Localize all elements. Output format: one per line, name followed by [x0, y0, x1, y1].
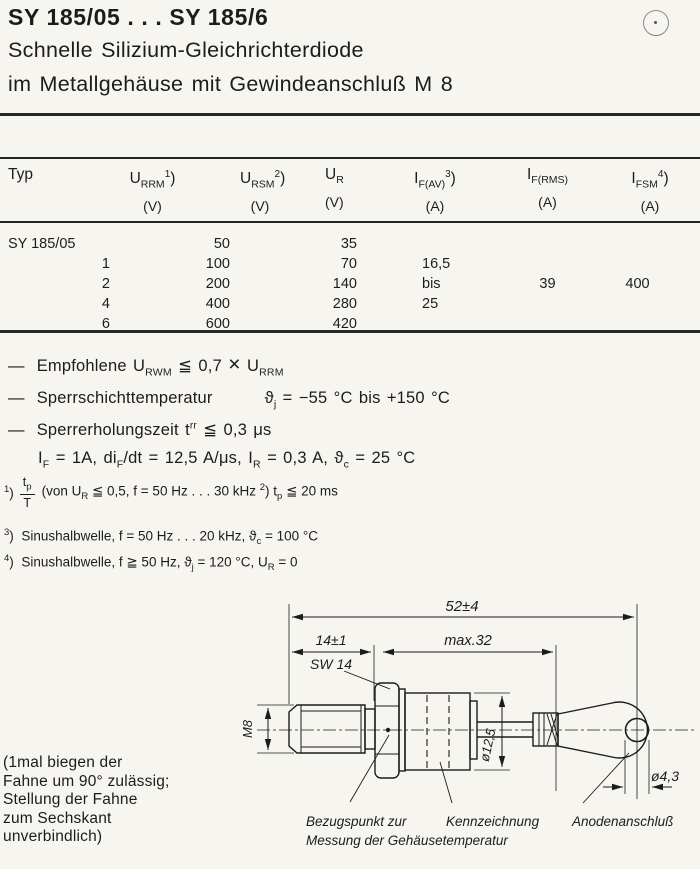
- typ-cell: 2: [101, 276, 110, 292]
- txt: = 0,3 A, ϑ: [260, 449, 344, 467]
- txt: /dt = 12,5 A/μs, I: [123, 449, 253, 467]
- subscript: RRM: [140, 178, 165, 191]
- txt: = 120 °C, U: [193, 554, 268, 570]
- footnote-ref: 2: [259, 482, 266, 494]
- txt: ≦ 20 ms: [282, 483, 338, 499]
- txt: [495, 165, 600, 190]
- reference-point-dot: [386, 728, 390, 732]
- subscript: j: [191, 562, 194, 574]
- txt: I: [631, 170, 636, 188]
- col-ur: [325, 165, 375, 216]
- typ-cell: SY 185/05: [8, 236, 76, 252]
- unit: (A): [538, 194, 557, 211]
- footnote-ref: 4: [657, 169, 664, 180]
- col-urrm: [115, 165, 240, 216]
- txt: Empfohlene U: [36, 357, 146, 375]
- subscript: RWM: [145, 366, 172, 379]
- txt: [600, 165, 700, 194]
- registration-circle-icon: [643, 10, 669, 36]
- unit: (V): [143, 198, 162, 215]
- txt: ): [450, 170, 456, 188]
- txt: = 100 °C: [261, 528, 318, 544]
- dash: —: [8, 357, 25, 375]
- ifsm-cell: 400: [625, 276, 650, 292]
- txt: Sperrschichttemperatur: [36, 389, 213, 407]
- ifrms-cell: 39: [539, 276, 556, 292]
- divider: [0, 113, 700, 116]
- col-typ: [0, 165, 115, 216]
- urrm-cell: 50: [213, 236, 230, 252]
- wrench-size-label: SW 14: [310, 656, 353, 672]
- footnote-ref: 1: [164, 169, 171, 180]
- flag-bending-note: [3, 754, 238, 847]
- txt: Fahne um 90° zulässig;: [3, 772, 170, 790]
- urrm-cell: 400: [205, 296, 230, 312]
- txt: I: [526, 166, 532, 183]
- ur-cell: 280: [332, 296, 357, 312]
- txt: U: [325, 166, 337, 183]
- txt: U: [240, 170, 252, 188]
- thread-label: M8: [240, 719, 255, 739]
- txt: = 25 °C: [349, 449, 416, 467]
- txt: zum Sechskant: [3, 809, 112, 827]
- ur-cell: 70: [340, 256, 357, 272]
- txt: ): [280, 170, 286, 188]
- times-sign: ×: [228, 353, 241, 376]
- subscript: c: [343, 458, 350, 471]
- diode-package-svg: [240, 588, 700, 864]
- txt: ): [9, 554, 14, 570]
- footnote-3: [4, 527, 318, 547]
- urrm-cell: 200: [205, 276, 230, 292]
- ifav-cell: [375, 314, 495, 334]
- typ-cell: 6: [101, 316, 110, 332]
- crimp-sleeve: [533, 713, 558, 746]
- subscript: R: [252, 458, 261, 471]
- ifrms-cell: [495, 294, 600, 314]
- ifav-cell: [375, 234, 495, 254]
- ifsm-cell: [600, 314, 700, 334]
- txt: Sperrerholungszeit t: [36, 421, 190, 439]
- txt: 1: [4, 484, 10, 495]
- subscript: R: [81, 491, 89, 503]
- ifav-cell: 25: [422, 296, 439, 312]
- note-recommended-urwm: [8, 353, 284, 379]
- txt: [375, 165, 495, 194]
- ifav-cell: bis: [422, 276, 441, 292]
- ifrms-cell: [495, 314, 600, 334]
- package-outline-drawing: [240, 588, 700, 864]
- dash: —: [8, 389, 25, 407]
- subtitle-line2: im Metallgehäuse mit Gewindeanschluß M 8: [8, 72, 454, 96]
- duty-cycle-fraction: [20, 475, 35, 510]
- ifav-cell: 16,5: [422, 256, 451, 272]
- divider: [0, 157, 700, 159]
- ur-cell: 140: [332, 276, 357, 292]
- divider: [0, 221, 700, 223]
- subtitle-line1: Schnelle Silizium-Gleichrichterdiode: [8, 38, 364, 62]
- txt: I: [414, 170, 419, 188]
- col-ifav: [375, 165, 495, 216]
- subscript: R: [267, 562, 275, 574]
- footnote-4: [4, 553, 298, 573]
- subscript: F(RMS): [531, 174, 569, 187]
- note-junction-temp: [8, 389, 450, 410]
- txt: = 0: [274, 554, 298, 570]
- txt: ): [265, 483, 270, 499]
- subscript: F: [42, 458, 50, 471]
- subscript: FSM: [635, 178, 658, 191]
- ur-cell: 35: [340, 236, 357, 252]
- footnote-mark: [4, 484, 14, 501]
- txt: U: [129, 170, 141, 188]
- txt: I: [38, 449, 43, 467]
- ratings-table-header: [0, 165, 700, 216]
- txt: ): [9, 485, 14, 501]
- note-reverse-recovery: [8, 420, 272, 440]
- txt: unverbindlich): [3, 828, 103, 845]
- footnote-ref: 2: [274, 169, 281, 180]
- body-diameter-label: ø12,5: [476, 727, 499, 763]
- reference-point-label-2: Messung der Gehäusetemperatur: [306, 833, 508, 848]
- txt: (1mal biegen der: [3, 754, 123, 771]
- subscript: F: [116, 458, 124, 471]
- txt: = −55 °C bis +150 °C: [276, 389, 450, 407]
- subscript: c: [256, 536, 262, 548]
- ifrms-cell: [495, 254, 600, 274]
- txt: ): [9, 528, 14, 544]
- hole-diameter-label: ø4,3: [651, 768, 680, 784]
- subscript: R: [336, 174, 344, 187]
- footnote-mark: 4: [4, 553, 10, 564]
- ratings-table-body: [0, 234, 700, 334]
- txt: U: [240, 357, 260, 375]
- unit: (V): [250, 198, 270, 215]
- typ-cell: 1: [101, 256, 110, 272]
- txt: Typ: [8, 166, 33, 183]
- dim-total-label: 52±4: [445, 598, 479, 615]
- txt: ≦ 0,3 μs: [196, 421, 272, 439]
- col-ifsm: [600, 165, 700, 216]
- txt: Sinushalbwelle, f ≧ 50 Hz, ϑ: [21, 554, 192, 570]
- subscript: p: [26, 481, 32, 493]
- urrm-cell: 600: [205, 316, 230, 332]
- ifsm-cell: [600, 234, 700, 254]
- unit: (V): [325, 194, 344, 211]
- ursm-cell: [240, 274, 325, 294]
- subscript: j: [273, 398, 277, 411]
- device-outline: [289, 683, 649, 778]
- reference-point-label-1: Bezugspunkt zur: [306, 814, 407, 829]
- txt: = 1A, di: [49, 449, 117, 467]
- subscript: p: [277, 491, 283, 503]
- unit: (A): [425, 198, 445, 215]
- txt: T: [23, 495, 31, 510]
- txt: ): [170, 170, 176, 188]
- txt: [42, 482, 338, 502]
- txt: ≦ 0,5, f = 50 Hz . . . 30 kHz: [88, 483, 260, 499]
- ursm-cell: [240, 254, 325, 274]
- footnote-1: [4, 475, 338, 510]
- typ-cell: 4: [101, 296, 110, 312]
- stud-neck: [365, 709, 375, 749]
- col-ursm: [240, 165, 325, 216]
- page-title: SY 185/05 . . . SY 185/6: [8, 4, 269, 30]
- anode-terminal-label: Anodenanschluß: [572, 814, 674, 829]
- superscript: rr: [189, 420, 197, 432]
- ifsm-cell: [600, 254, 700, 274]
- txt: [115, 165, 190, 194]
- ur-cell: 420: [332, 316, 357, 332]
- subscript: RRM: [259, 366, 284, 379]
- note-test-conditions: [38, 449, 415, 470]
- marking-label: Kennzeichnung: [446, 814, 540, 829]
- txt: ): [663, 170, 669, 188]
- subscript: RSM: [251, 178, 275, 191]
- txt: ≦ 0,7: [171, 357, 229, 375]
- ifsm-cell: [600, 294, 700, 314]
- ursm-cell: [240, 294, 325, 314]
- txt: t: [269, 483, 278, 499]
- col-ifrms: [495, 165, 600, 216]
- txt: [325, 165, 344, 190]
- txt: [240, 165, 286, 194]
- txt: Stellung der Fahne: [3, 791, 138, 808]
- footnote-mark: 3: [4, 527, 10, 538]
- case-body: [405, 693, 470, 770]
- ursm-cell: [240, 234, 325, 254]
- subscript: F(AV): [418, 178, 446, 191]
- txt: Sinushalbwelle, f = 50 Hz . . . 20 kHz, ϑ: [21, 528, 257, 544]
- ifrms-cell: [495, 234, 600, 254]
- txt: ϑ: [264, 389, 274, 407]
- ursm-cell: [240, 314, 325, 334]
- txt: $t_p$: [20, 475, 35, 495]
- txt: (von U: [41, 483, 82, 499]
- footnote-ref: 3: [445, 169, 451, 180]
- dim-body-label: max.32: [444, 633, 492, 649]
- dash: —: [8, 421, 25, 439]
- urrm-cell: 100: [205, 256, 230, 272]
- unit: (A): [640, 198, 660, 215]
- threaded-stud: [289, 705, 365, 753]
- dim-stud-label: 14±1: [315, 632, 347, 648]
